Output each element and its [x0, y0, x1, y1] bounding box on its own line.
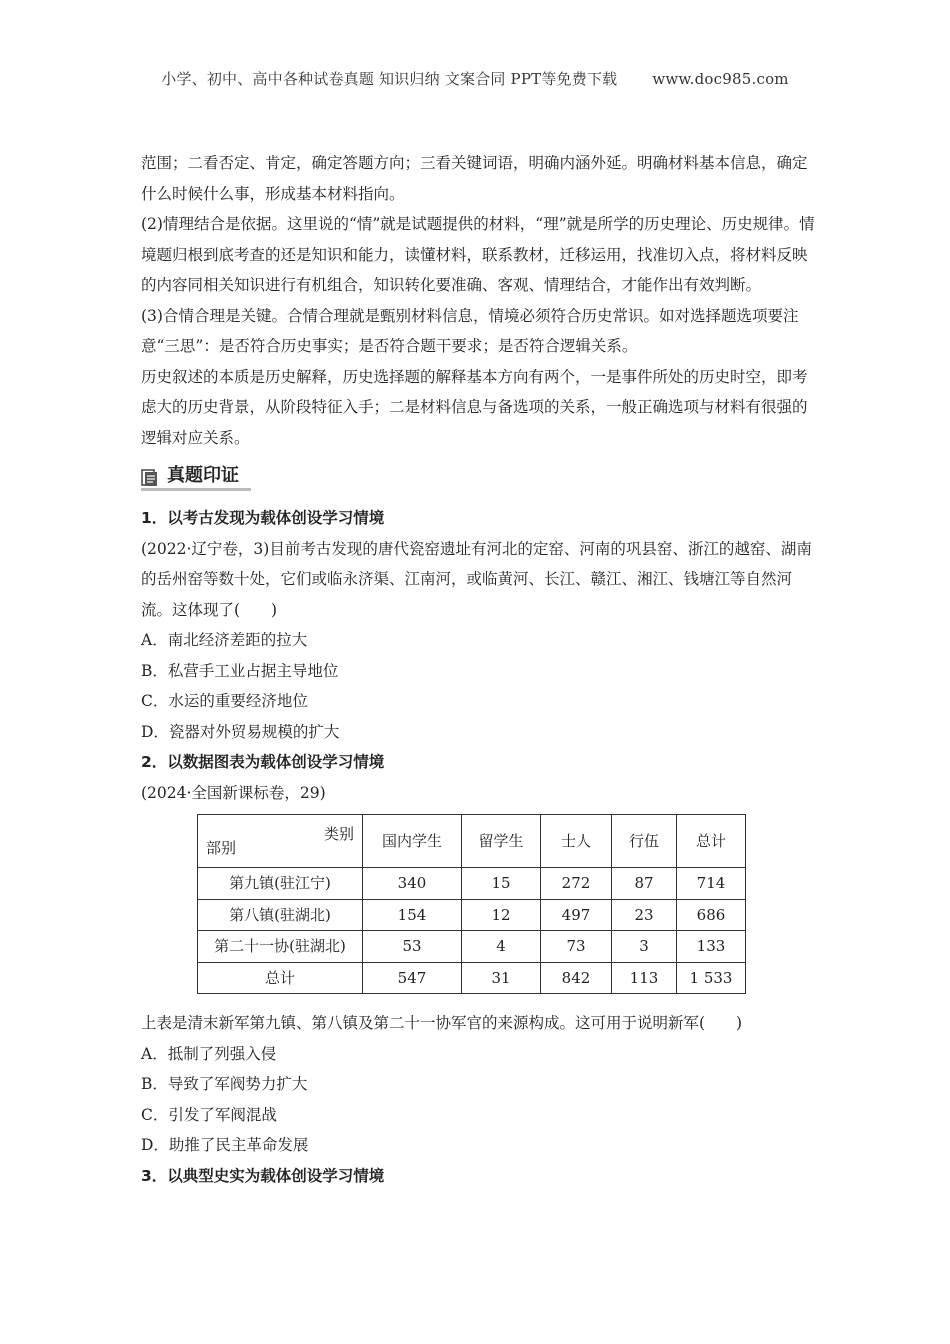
table-cell: 714: [677, 868, 746, 900]
table-cell: 3: [612, 931, 677, 963]
intro-paragraph-1: 范围；二看否定、肯定，确定答题方向；三看关键词语，明确内涵外延。明确材料基本信息，确定什么时候什么事，形成基本材料指向。: [141, 154, 808, 203]
table-cell: 133: [677, 931, 746, 963]
document-icon: [141, 467, 159, 485]
corner-bottom-label: 部别: [206, 838, 237, 857]
table-cell: 23: [612, 899, 677, 931]
table-cell: 第二十一协(驻湖北): [198, 931, 363, 963]
document-body: [141, 148, 821, 1191]
intro-paragraph-4: 历史叙述的本质是历史解释，历史选择题的解释基本方向有两个，一是事件所处的历史时空，即考虑大的历史背景，从阶段特征入手；二是材料信息与备选项的关系，一般正确选项与材料有很强的逻辑对应关系。: [141, 367, 808, 447]
table-row: [198, 931, 746, 963]
q1-stem: (2022·辽宁卷，3)目前考古发现的唐代瓷窑遗址有河北的定窑、河南的巩县窑、浙江的越窑、湖南的岳州窑等数十处，它们或临永济渠、江南河，或临黄河、长江、赣江、湘江、钱塘江等自然河流。这体现了( ): [141, 539, 812, 619]
q2-title: 2．以数据图表为载体创设学习情境: [141, 753, 385, 771]
table-cell: 842: [541, 962, 612, 994]
q1-option-c[interactable]: C．水运的重要经济地位: [141, 692, 308, 710]
table-row: [198, 899, 746, 931]
table-cell: 154: [363, 899, 462, 931]
table-cell: 1 533: [677, 962, 746, 994]
table-cell: 15: [462, 868, 541, 900]
q1-title: 1．以考古发现为载体创设学习情境: [141, 509, 385, 527]
header-tagline: 小学、初中、高中各种试卷真题 知识归纳 文案合同 PPT等免费下载: [161, 70, 618, 88]
table-header-cell: 国内学生: [363, 815, 462, 868]
table-cell: 497: [541, 899, 612, 931]
table-cell: 113: [612, 962, 677, 994]
q1-option-b[interactable]: B．私营手工业占据主导地位: [141, 661, 339, 680]
corner-top-label: 类别: [323, 825, 354, 843]
table-row: [198, 962, 746, 994]
table-row: [198, 868, 746, 900]
table-cell: 272: [541, 868, 612, 900]
q3-title: 3．以典型史实为载体创设学习情境: [141, 1166, 385, 1185]
table-corner-cell: [198, 815, 363, 868]
q2-option-b[interactable]: B．导致了军阀势力扩大: [141, 1075, 308, 1093]
officer-source-table: [197, 814, 746, 994]
table-cell: 31: [462, 962, 541, 994]
section-underline: [141, 488, 251, 491]
table-cell: 73: [541, 931, 612, 963]
table-cell: 340: [363, 868, 462, 900]
q2-option-a[interactable]: A．抵制了列强入侵: [141, 1044, 277, 1063]
table-cell: 87: [612, 868, 677, 900]
q2-option-c[interactable]: C．引发了军阀混战: [141, 1105, 277, 1124]
q2-option-d[interactable]: D．助推了民主革命发展: [141, 1136, 309, 1154]
header-site-link[interactable]: www.doc985.com: [652, 70, 789, 88]
table-cell: 686: [677, 899, 746, 931]
section-title: 真题印证: [167, 464, 239, 486]
q2-stem: 上表是清末新军第九镇、第八镇及第二十一协军官的来源构成。这可用于说明新军( ): [141, 1014, 743, 1032]
q2-source: (2024·全国新课标卷，29): [141, 783, 326, 802]
table-header-row: [198, 815, 746, 868]
q1-option-a[interactable]: A．南北经济差距的拉大: [141, 631, 308, 649]
table-header-cell: 总计: [677, 815, 746, 868]
table-cell: 53: [363, 931, 462, 963]
intro-paragraph-3: (3)合情合理是关键。合情合理就是甄别材料信息，情境必须符合历史常识。如对选择题选项要注意“三思”：是否符合历史事实；是否符合题干要求；是否符合逻辑关系。: [141, 306, 799, 355]
table-header-cell: 士人: [541, 815, 612, 868]
table-header-cell: 行伍: [612, 815, 677, 868]
table-cell: 4: [462, 931, 541, 963]
q1-option-d[interactable]: D．瓷器对外贸易规模的扩大: [141, 722, 340, 741]
table-cell: 12: [462, 899, 541, 931]
table-cell: 547: [363, 962, 462, 994]
table-header-cell: 留学生: [462, 815, 541, 868]
section-heading: [141, 459, 821, 493]
table-cell: 总计: [198, 962, 363, 994]
page-header: [0, 68, 950, 89]
intro-paragraph-2: (2)情理结合是依据。这里说的“情”就是试题提供的材料，“理”就是所学的历史理论、历史规律。情境题归根到底考查的还是知识和能力，读懂材料，联系教材，迁移运用，找准切入点，将材料反映的内容同相关知识进行有机组合，知识转化要准确、客观、情理结合，才能作出有效判断。: [141, 215, 815, 294]
table-cell: 第九镇(驻江宁): [198, 868, 363, 900]
table-cell: 第八镇(驻湖北): [198, 899, 363, 931]
